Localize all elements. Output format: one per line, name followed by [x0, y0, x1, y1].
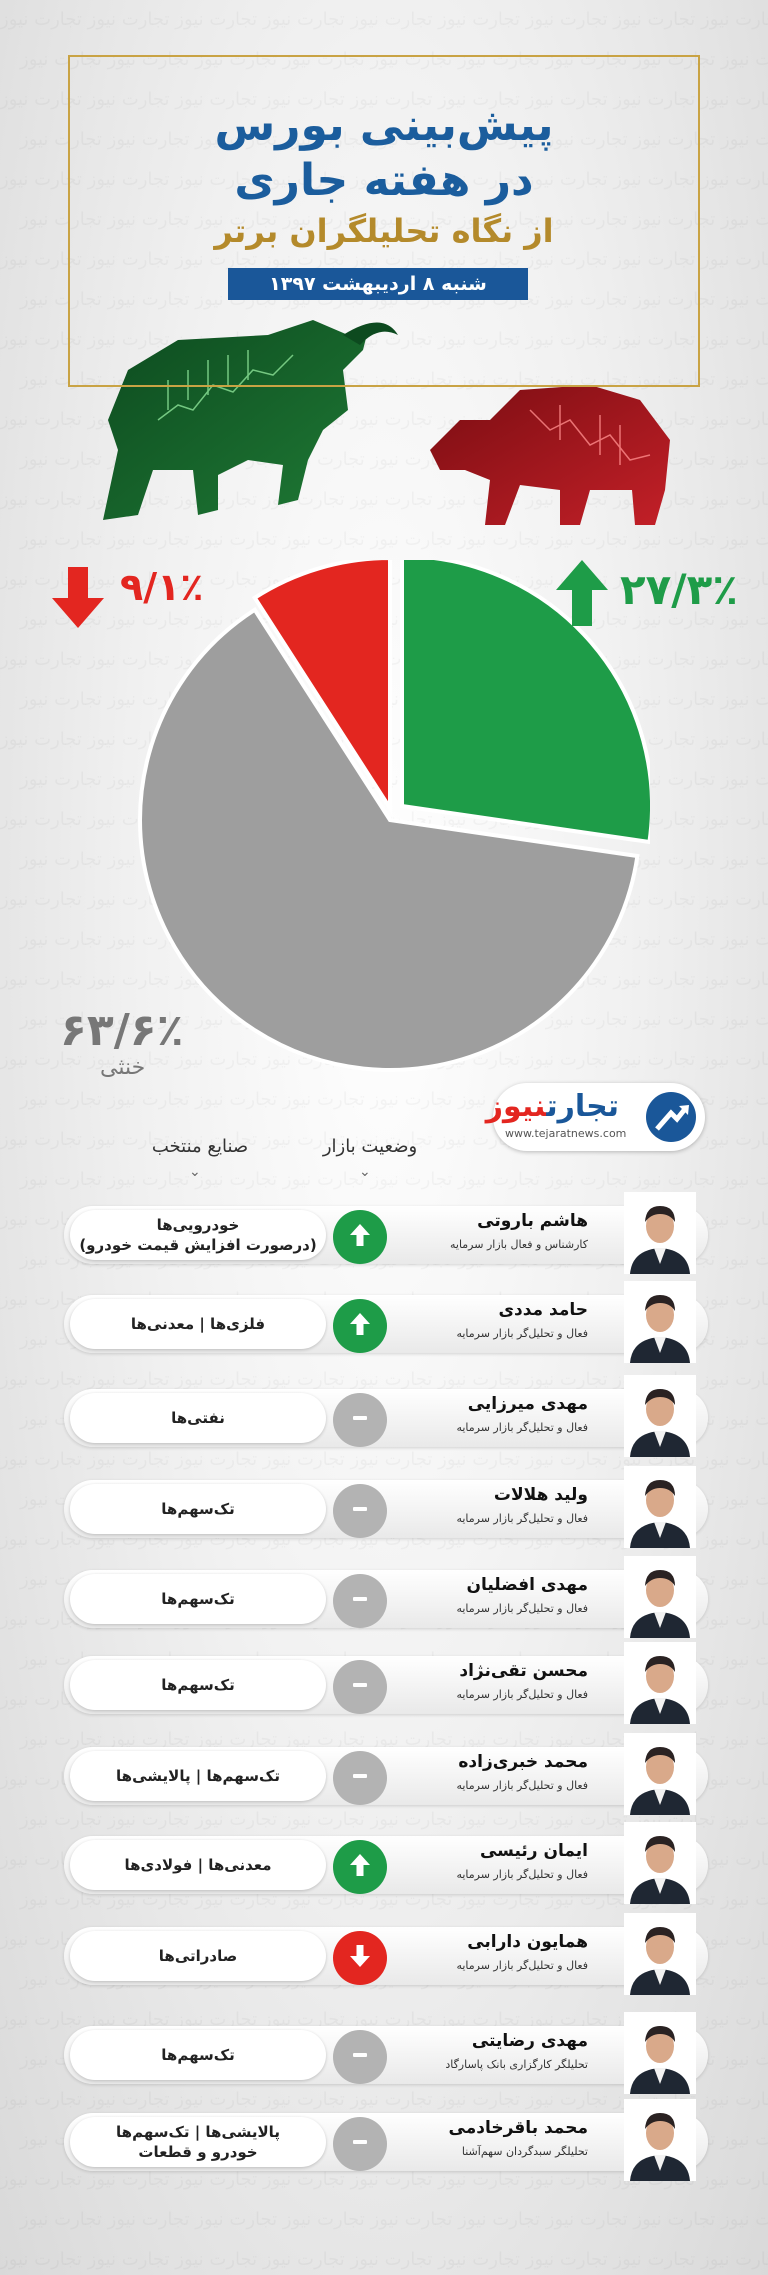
- status-badge: [333, 2117, 387, 2171]
- industry-text: تک‌سهم‌ها: [161, 1676, 235, 1694]
- industry-pill: [70, 1660, 326, 1710]
- analyst-name: همایون دارابی: [467, 1932, 588, 1952]
- arrow-up-icon: [346, 1310, 374, 1342]
- chevron-down-icon: ⌄: [189, 1164, 201, 1180]
- minus-icon: [346, 1671, 374, 1703]
- page-subtitle: از نگاه تحلیلگران برتر: [214, 212, 554, 250]
- industry-pill: [70, 1574, 326, 1624]
- logo-emblem-icon: [645, 1091, 697, 1143]
- avatar: [624, 1556, 696, 1638]
- minus-icon: [346, 1585, 374, 1617]
- analyst-row: [64, 2105, 708, 2179]
- analyst-name: مهدی افضلیان: [466, 1575, 588, 1595]
- avatar: [624, 1913, 696, 1995]
- arrow-up-icon: [552, 558, 612, 628]
- status-badge: [333, 1751, 387, 1805]
- status-badge: [333, 1840, 387, 1894]
- minus-icon: [346, 2128, 374, 2160]
- industry-text-line2: خودرو و قطعات: [138, 2143, 258, 2161]
- analyst-row: [64, 1739, 708, 1813]
- up-percent: ۲۷/۳٪: [620, 565, 738, 614]
- analyst-row: [64, 1198, 708, 1272]
- date-banner: شنبه ۸ اردیبهشت ۱۳۹۷: [228, 268, 528, 300]
- minus-icon: [346, 2041, 374, 2073]
- industry-text: فلزی‌ها | معدنی‌ها: [130, 1315, 266, 1333]
- analyst-row: [64, 1828, 708, 1902]
- bull-illustration: [98, 300, 428, 530]
- status-badge: [333, 1393, 387, 1447]
- pie-slice-0: [402, 560, 650, 842]
- avatar: [624, 1192, 696, 1274]
- arrow-down-icon: [346, 1942, 374, 1974]
- avatar: [624, 2099, 696, 2181]
- avatar: [624, 1642, 696, 1724]
- industry-text: صادراتی‌ها: [158, 1947, 238, 1965]
- minus-icon: [346, 1495, 374, 1527]
- industry-text: پالایشی‌ها | تک‌سهم‌ها: [116, 2123, 280, 2141]
- minus-icon: [346, 1404, 374, 1436]
- pie-chart: [130, 560, 650, 1080]
- arrow-down-icon: [48, 565, 108, 630]
- analyst-name: هاشم باروتی: [477, 1211, 588, 1231]
- industry-text: معدنی‌ها | فولادی‌ها: [124, 1856, 272, 1874]
- status-badge: [333, 1660, 387, 1714]
- column-header-status: وضعیت بازار: [322, 1136, 418, 1157]
- analyst-row: [64, 2018, 708, 2092]
- column-header-industry: صنایع منتخب: [151, 1136, 249, 1157]
- industry-text: تک‌سهم‌ها | پالایشی‌ها: [116, 1767, 280, 1785]
- analyst-role: تحلیلگر سبدگردان سهم‌آشنا: [461, 2145, 588, 2158]
- analyst-name: محمد خبری‌زاده: [458, 1752, 588, 1772]
- analyst-role: فعال و تحلیل‌گر بازار سرمایه: [456, 1688, 588, 1701]
- analyst-role: فعال و تحلیل‌گر بازار سرمایه: [456, 1868, 588, 1881]
- analyst-role: تحلیلگر کارگزاری بانک پاسارگاد: [445, 2058, 588, 2071]
- analyst-name: ایمان رئیسی: [479, 1841, 588, 1861]
- analyst-role: فعال و تحلیل‌گر بازار سرمایه: [456, 1779, 588, 1792]
- status-badge: [333, 1574, 387, 1628]
- down-percent: ۹/۱٪: [120, 565, 204, 609]
- neutral-label: خنثی: [100, 1055, 146, 1080]
- industry-pill: [70, 1840, 326, 1890]
- page-title: پیش‌بینی بورس: [214, 100, 554, 151]
- minus-icon: [346, 1762, 374, 1794]
- avatar: [624, 1281, 696, 1363]
- industry-pill: [70, 1931, 326, 1981]
- status-badge: [333, 2030, 387, 2084]
- analyst-row: [64, 1919, 708, 1993]
- industry-text: تک‌سهم‌ها: [161, 1590, 235, 1608]
- status-badge: [333, 1484, 387, 1538]
- arrow-up-icon: [346, 1221, 374, 1253]
- industry-text: تک‌سهم‌ها: [161, 1500, 235, 1518]
- page-title-line2: در هفته جاری: [234, 155, 534, 206]
- avatar: [624, 2012, 696, 2094]
- analyst-name: مهدی رضایتی: [471, 2031, 588, 2051]
- analyst-row: [64, 1381, 708, 1455]
- avatar: [624, 1466, 696, 1548]
- analyst-role: کارشناس و فعال بازار سرمایه: [449, 1238, 588, 1251]
- status-badge: [333, 1210, 387, 1264]
- industry-pill: [70, 1210, 326, 1260]
- industry-text: تک‌سهم‌ها: [161, 2046, 235, 2064]
- analyst-name: محسن تقی‌نژاد: [459, 1661, 588, 1681]
- industry-pill: [70, 2030, 326, 2080]
- analyst-role: فعال و تحلیل‌گر بازار سرمایه: [456, 1602, 588, 1615]
- analyst-name: حامد مددی: [498, 1300, 588, 1320]
- status-badge: [333, 1299, 387, 1353]
- arrow-up-icon: [346, 1851, 374, 1883]
- analyst-row: [64, 1648, 708, 1722]
- industry-pill: [70, 1484, 326, 1534]
- neutral-percent: ۶۳/۶٪: [60, 1005, 184, 1056]
- analyst-name: ولید هلالات: [493, 1485, 588, 1505]
- status-badge: [333, 1931, 387, 1985]
- tejarat-news-logo: [485, 1083, 705, 1151]
- industry-pill: [70, 1751, 326, 1801]
- industry-text-line2: (درصورت افزایش قیمت خودرو): [79, 1236, 317, 1254]
- analyst-role: فعال و تحلیل‌گر بازار سرمایه: [456, 1421, 588, 1434]
- analyst-role: فعال و تحلیل‌گر بازار سرمایه: [456, 1512, 588, 1525]
- chevron-down-icon: ⌄: [359, 1164, 371, 1180]
- industry-pill: [70, 1299, 326, 1349]
- header-divider: [68, 385, 700, 387]
- analyst-row: [64, 1287, 708, 1361]
- logo-url: www.tejaratnews.com: [505, 1127, 627, 1140]
- avatar: [624, 1375, 696, 1457]
- analyst-row: [64, 1472, 708, 1546]
- industry-pill: [70, 1393, 326, 1443]
- analyst-name: مهدی میرزایی: [467, 1394, 588, 1414]
- analyst-name: محمد باقرخادمی: [448, 2118, 588, 2138]
- avatar: [624, 1822, 696, 1904]
- industry-text: نفتی‌ها: [171, 1409, 225, 1427]
- avatar: [624, 1733, 696, 1815]
- analyst-row: [64, 1562, 708, 1636]
- analyst-role: فعال و تحلیل‌گر بازار سرمایه: [456, 1959, 588, 1972]
- industry-pill: [70, 2117, 326, 2167]
- analyst-role: فعال و تحلیل‌گر بازار سرمایه: [456, 1327, 588, 1340]
- logo-name: تجارتنیوز: [485, 1089, 619, 1124]
- industry-text: خودرویی‌ها: [156, 1216, 240, 1234]
